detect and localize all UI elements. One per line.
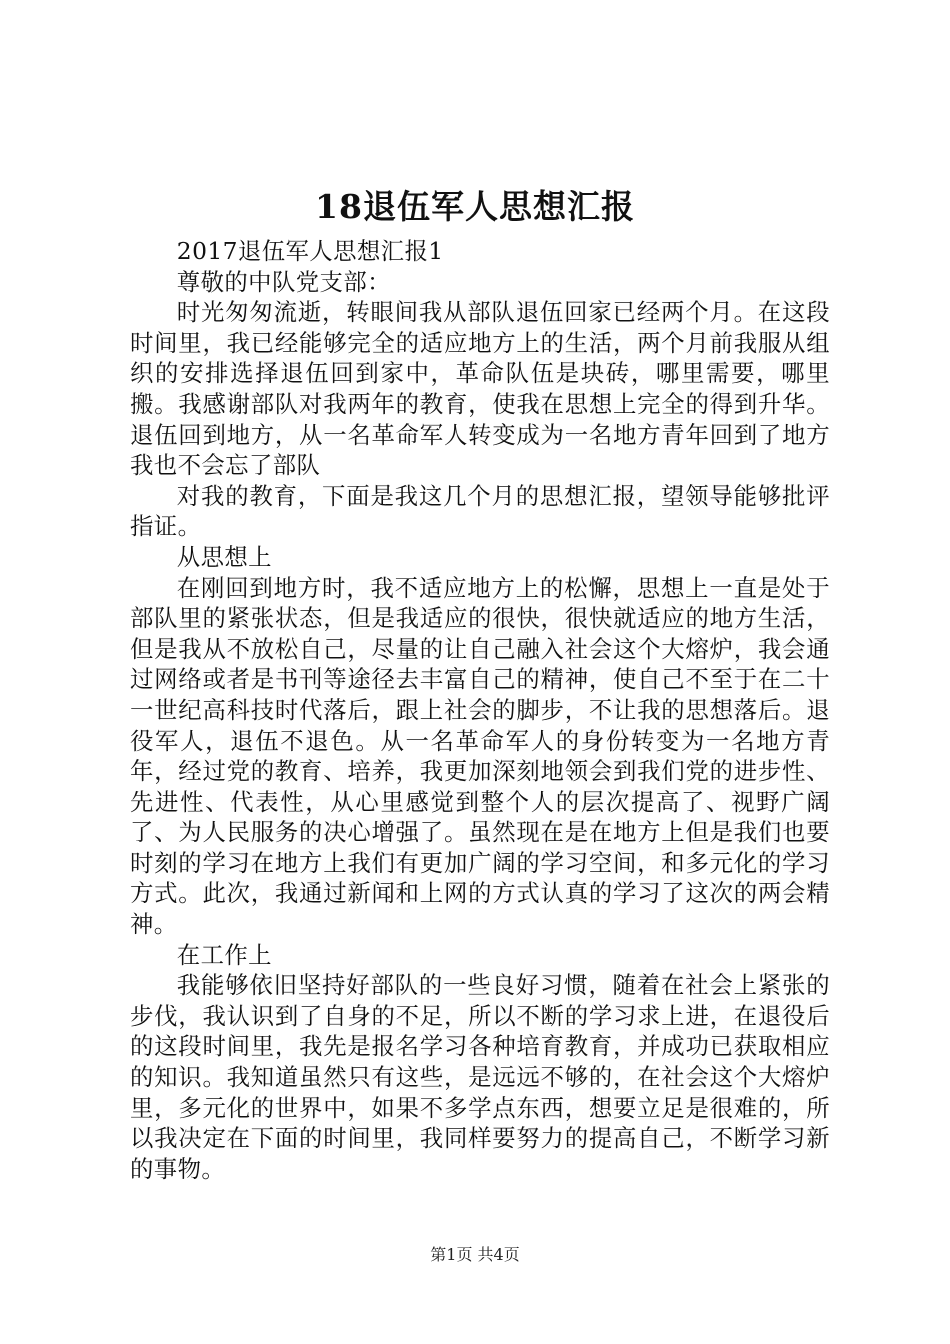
paragraph-work: 我能够依旧坚持好部队的一些良好习惯，随着在社会上紧张的步伐，我认识到了自身的不足，所以不断的学习求上进，在退役后的这段时间里，我先是报名学习各种培育教育，并成功已获取相应的知识。我知道虽然只有这些，是远远不够的，在社会这个大熔炉里，多元化的世界中，如果不多学点东西，想要立足是很难的，所以我决定在下面的时间里，我同样要努力的提高自己，不断学习新的事物。 (130, 971, 830, 1183)
document-body (130, 236, 830, 1184)
section-heading-work: 在工作上 (176, 940, 272, 969)
paragraph-intro-continued: 对我的教育，下面是我这几个月的思想汇报，望领导能够批评指证。 (130, 481, 830, 541)
paragraph-thought: 在刚回到地方时，我不适应地方上的松懈，思想上一直是处于部队里的紧张状态，但是我适应的很快，很快就适应的地方生活，但是我从不放松自己，尽量的让自己融入社会这个大熔炉，我会通过网络或者是书刊等途径去丰富自己的精神，使自己不至于在二十一世纪高科技时代落后，跟上社会的脚步，不让我的思想落后。退役军人，退伍不退色。从一名革命军人的身份转变为一名地方青年，经过党的教育、培养，我更加深刻地领会到我们党的进步性、先进性、代表性，从心里感觉到整个人的层次提高了、视野广阔了、为人民服务的决心增强了。虽然现在是在地方上但是我们也要时刻的学习在地方上我们有更加广阔的学习空间，和多元化的学习方式。此次，我通过新闻和上网的方式认真的学习了这次的两会精神。 (130, 573, 830, 939)
paragraph-heading-line: 2017退伍军人思想汇报1 (176, 237, 444, 265)
document-title: 18退伍军人思想汇报 (315, 187, 635, 226)
page-number-footer: 第1页 共4页 (430, 1245, 520, 1264)
section-heading-thought: 从思想上 (176, 542, 272, 571)
paragraph-salutation: 尊敬的中队党支部： (176, 267, 391, 296)
paragraph-intro: 时光匆匆流逝，转眼间我从部队退伍回家已经两个月。在这段时间里，我已经能够完全的适应地方上的生活，两个月前我服从组织的安排选择退伍回到家中，革命队伍是块砖，哪里需要，哪里搬。我感谢部队对我两年的教育，使我在思想上完全的得到升华。退伍回到地方，从一名革命军人转变成为一名地方青年回到了地方我也不会忘了部队 (130, 298, 830, 480)
